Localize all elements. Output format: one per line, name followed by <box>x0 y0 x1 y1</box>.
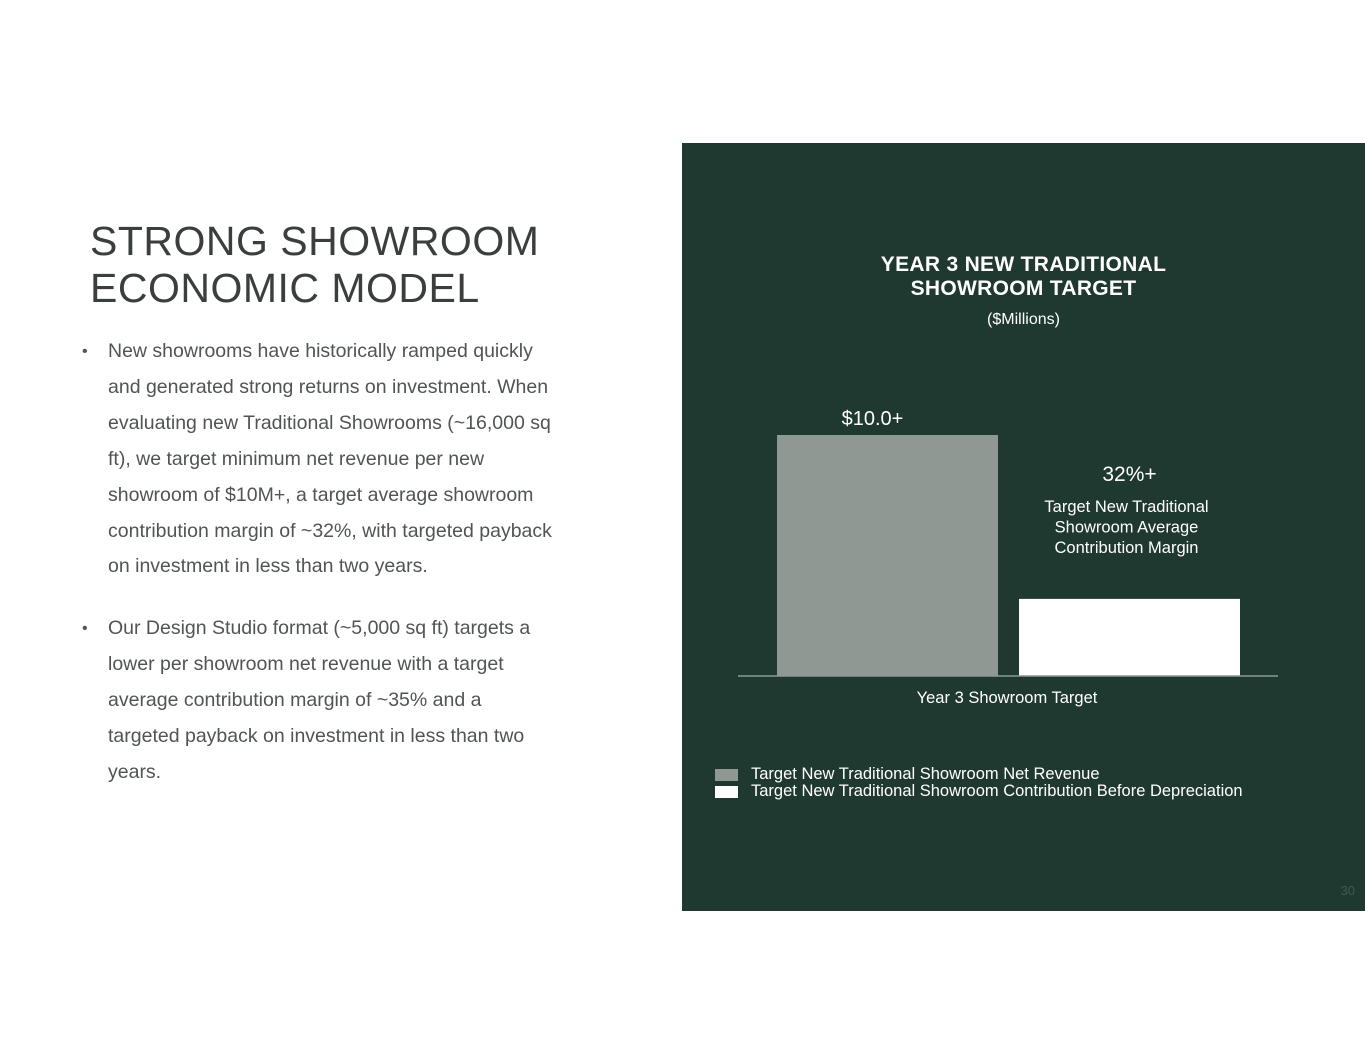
bar-chart <box>682 143 1365 743</box>
legend-label-contribution: Target New Traditional Showroom Contribution Before Depreciation <box>751 782 1243 800</box>
slide-title-line-1: STRONG SHOWROOM <box>90 218 540 264</box>
annotation-line-1: Target New Traditional <box>1044 498 1209 516</box>
legend-label-net-revenue: Target New Traditional Showroom Net Revenue <box>751 765 1100 783</box>
bullet-text: Our Design Studio format (~5,000 sq ft) targets a lower per showroom net revenue with a target average contribution margin of ~35% and a targeted payback on investment in less than two years. <box>108 617 531 783</box>
legend-swatch-net-revenue <box>715 769 738 781</box>
bullet-item-design-studio <box>82 611 552 791</box>
bar-net-revenue <box>777 435 998 676</box>
slide-title-line-2: ECONOMIC MODEL <box>90 265 480 311</box>
chart-subtitle: ($Millions) <box>987 311 1060 328</box>
bullet-text: New showrooms have historically ramped quickly and generated strong returns on investment. When evaluating new Traditional Showrooms (~16,000 sq ft), we target minimum net revenue per new showroom of $10M+, a target average showroom contribution margin of ~32%, with targeted payback on investment in less than two years. <box>108 340 552 578</box>
annotation-line-2: Showroom Average <box>1054 518 1199 537</box>
bullet-dot: • <box>82 620 88 638</box>
chart-legend <box>715 766 1243 800</box>
data-label-net-revenue: $10.0+ <box>841 408 904 430</box>
chart-title-line-1: YEAR 3 NEW TRADITIONAL <box>880 253 1167 276</box>
legend-item-contribution <box>715 783 1243 800</box>
bullet-dot: • <box>82 343 88 360</box>
slide-title <box>90 218 610 312</box>
legend-item-net-revenue <box>715 766 1243 783</box>
legend-swatch-contribution <box>715 786 738 798</box>
page-number: 30 <box>1340 883 1355 898</box>
data-label-contribution-margin: 32%+ <box>1102 463 1157 486</box>
chart-title-line-2: SHOWROOM TARGET <box>910 277 1137 300</box>
bar-contribution <box>1019 599 1240 676</box>
bullet-list <box>82 334 552 791</box>
bullet-item-showrooms <box>82 334 552 585</box>
x-axis-category-label: Year 3 Showroom Target <box>916 689 1098 707</box>
chart-panel <box>682 143 1365 911</box>
annotation-line-3: Contribution Margin <box>1054 539 1199 557</box>
